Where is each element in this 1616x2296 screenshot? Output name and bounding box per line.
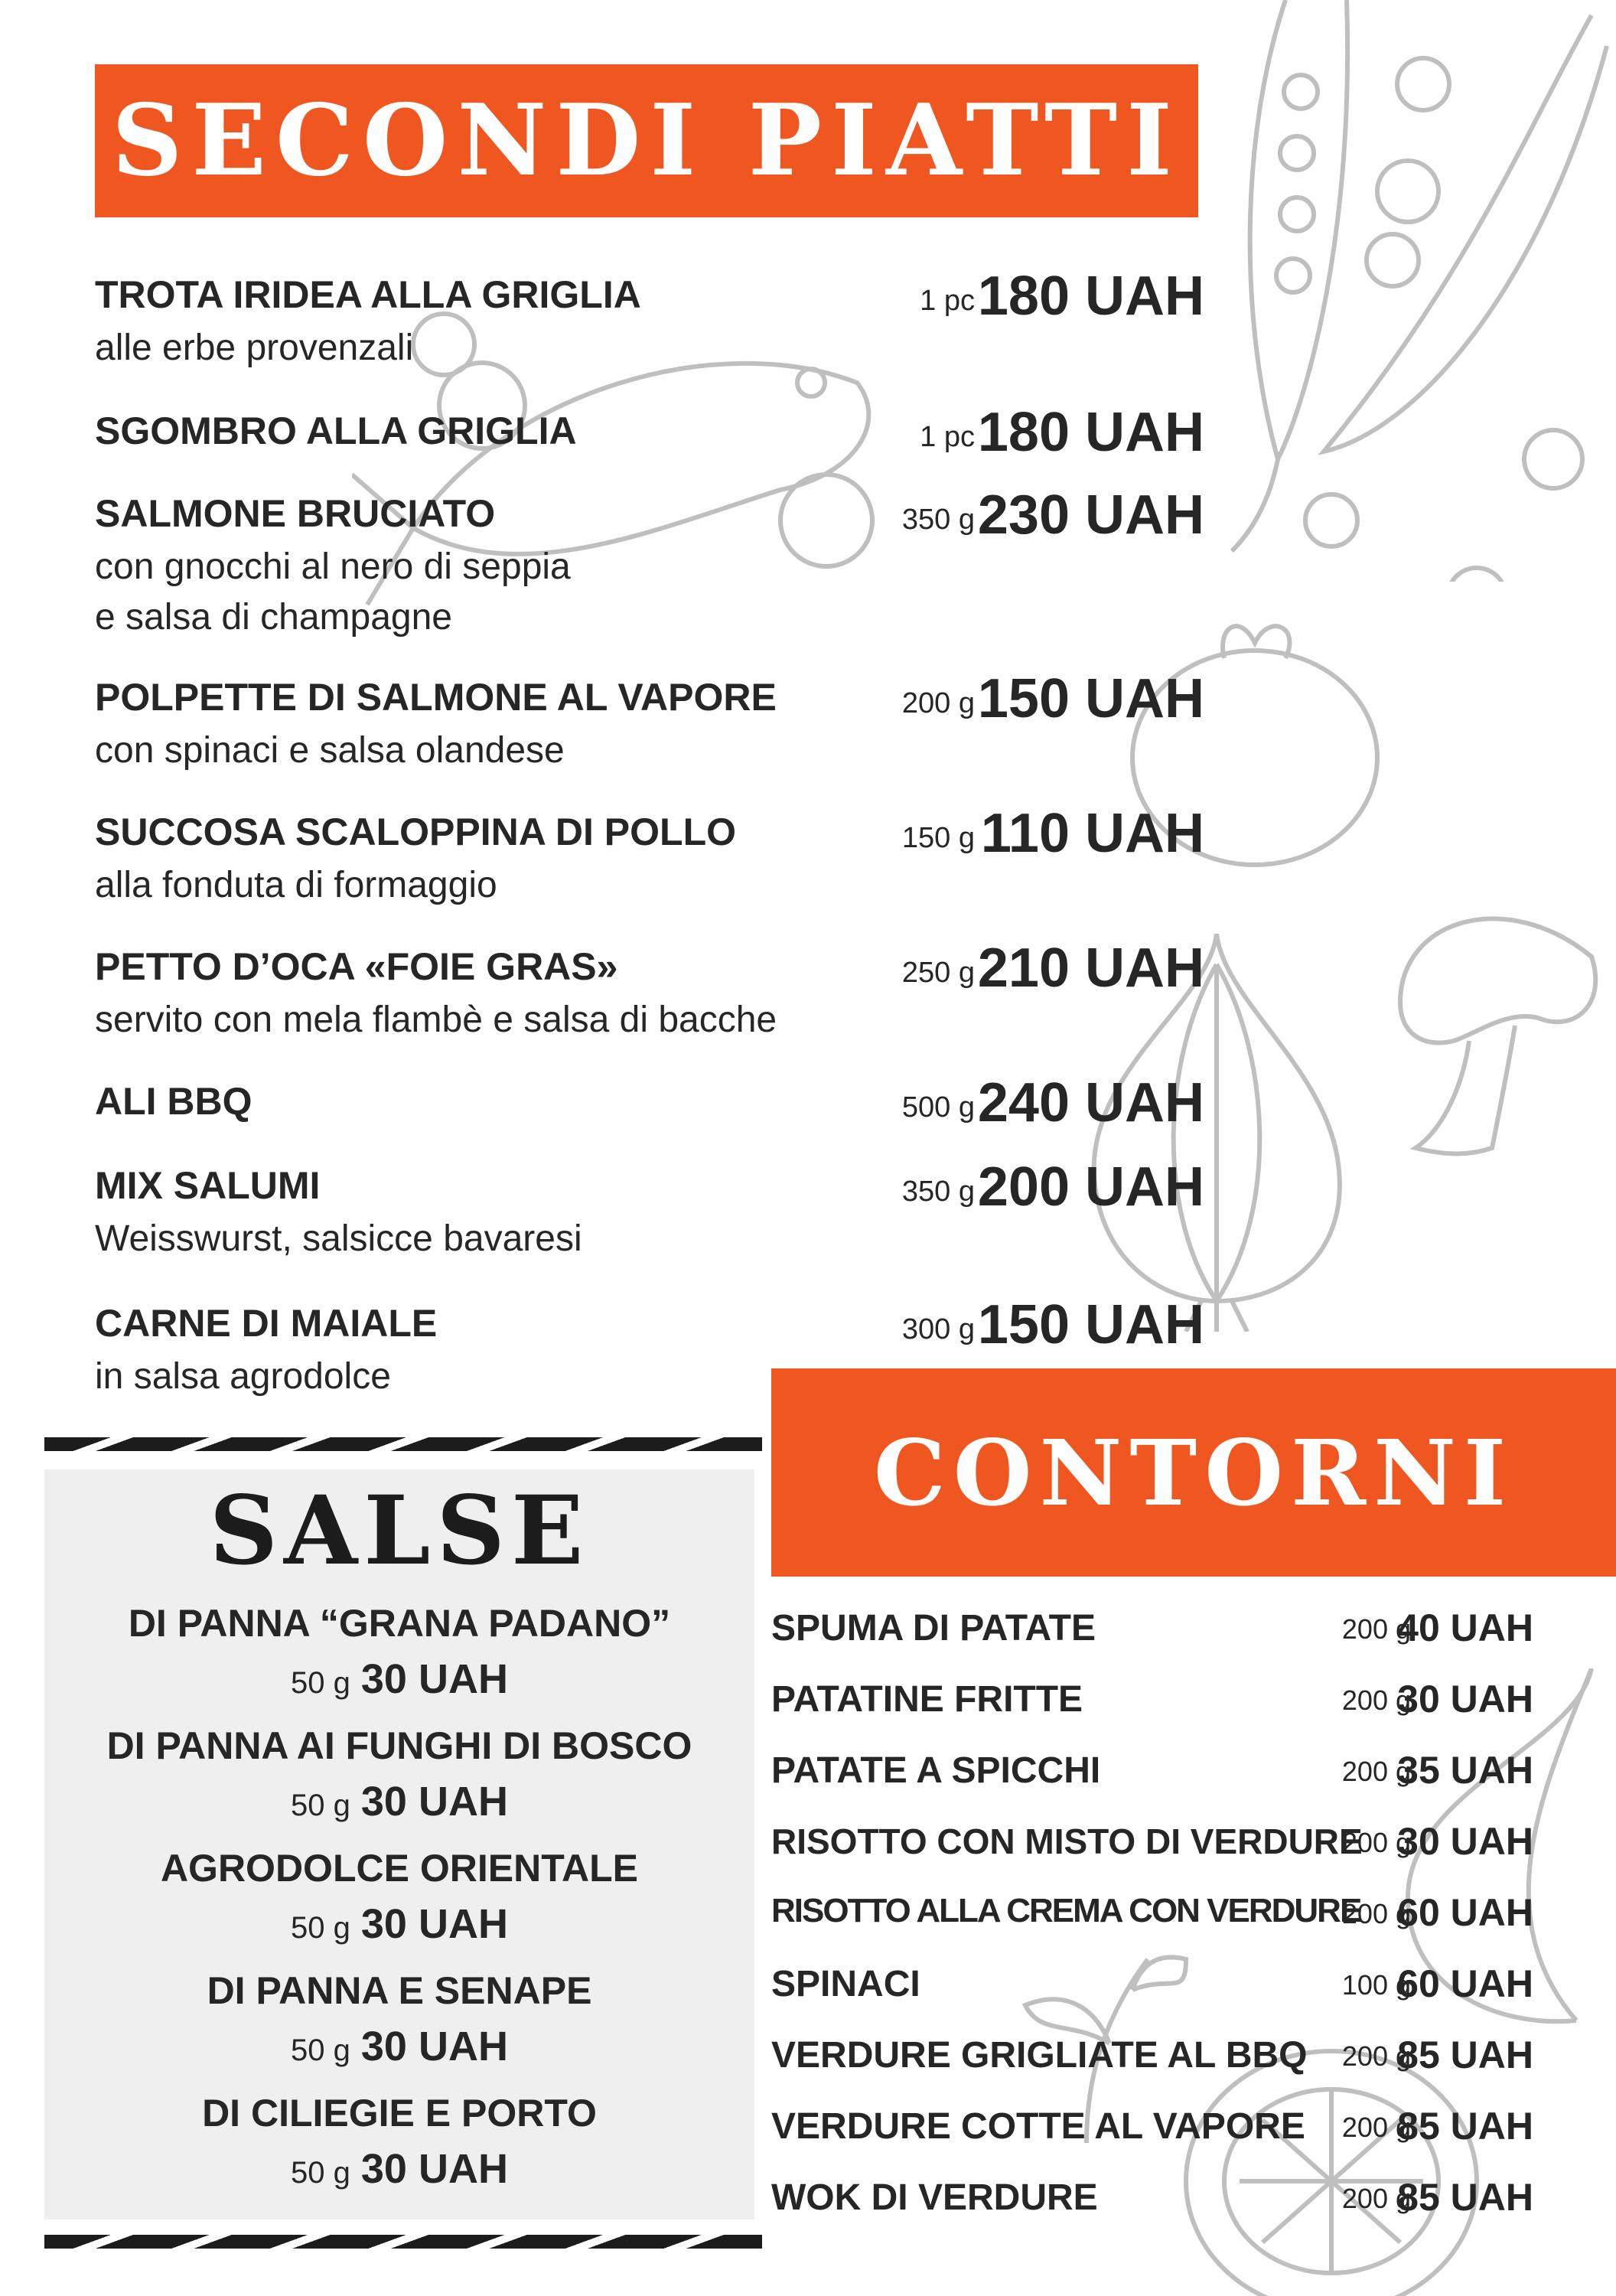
sauce-price: 30 UAH <box>360 2024 508 2069</box>
side-weight: 200 g <box>1341 2183 1411 2214</box>
side-price: 60 UAH <box>1397 1891 1533 1934</box>
sauce-weight: 50 g <box>291 1666 350 1700</box>
item-name: PETTO D’OCA «FOIE GRAS» <box>95 945 618 988</box>
item-weight: 150 g <box>901 822 975 854</box>
item-weight: 350 g <box>901 504 975 536</box>
side-price: 40 UAH <box>1397 1606 1533 1649</box>
side-weight: 100 g <box>1341 1969 1411 2001</box>
sauce-item <box>44 1841 754 1957</box>
side-weight: 200 g <box>1341 1898 1411 1929</box>
sauce-price: 30 UAH <box>360 1901 508 1947</box>
side-item <box>771 2034 1533 2095</box>
side-item <box>771 2177 1533 2238</box>
salse-title: SALSE <box>209 1476 590 1587</box>
sauce-item <box>44 1719 754 1835</box>
item-price: 150 UAH <box>977 668 1204 729</box>
side-name: PATATE A SPICCHI <box>771 1750 1101 1791</box>
item-name: MIX SALUMI <box>95 1164 321 1207</box>
sauce-price: 30 UAH <box>360 2146 508 2192</box>
sauce-item <box>44 1964 754 2079</box>
side-item <box>771 2105 1533 2167</box>
item-weight: 1 pc <box>920 285 975 317</box>
side-price: 60 UAH <box>1397 1962 1533 2005</box>
item-name: SALMONE BRUCIATO <box>95 492 496 535</box>
item-price: 200 UAH <box>977 1156 1204 1218</box>
side-name: VERDURE COTTE AL VAPORE <box>771 2106 1305 2147</box>
divider <box>44 1437 762 1451</box>
side-weight: 200 g <box>1341 2040 1411 2072</box>
side-item <box>771 1750 1533 1811</box>
side-name: VERDURE GRIGLIATE AL BBQ <box>771 2035 1308 2076</box>
item-price: 180 UAH <box>977 266 1204 327</box>
side-weight: 200 g <box>1341 1827 1411 1858</box>
sauce-name: AGRODOLCE ORIENTALE <box>160 1847 639 1890</box>
item-description: e salsa di champagne <box>95 597 452 638</box>
item-price: 240 UAH <box>977 1072 1204 1133</box>
side-price: 85 UAH <box>1397 2176 1533 2219</box>
mushroom-icon <box>1385 888 1614 1163</box>
item-description: servito con mela flambè e salsa di bacche <box>95 1000 777 1040</box>
sauce-name: DI CILIEGIE E PORTO <box>202 2092 597 2135</box>
side-price: 30 UAH <box>1397 1820 1533 1863</box>
item-price: 230 UAH <box>977 484 1204 546</box>
item-name: TROTA IRIDEA ALLA GRIGLIA <box>95 273 641 316</box>
pea-pod-icon <box>1194 0 1616 582</box>
sauce-item <box>44 2086 754 2202</box>
item-description: con spinaci e salsa olandese <box>95 730 565 771</box>
side-item <box>771 1892 1533 1953</box>
item-weight: 350 g <box>901 1176 975 1208</box>
side-price: 85 UAH <box>1397 2105 1533 2148</box>
side-item <box>771 1963 1533 2024</box>
secondi-piatti-title: SECONDI PIATTI <box>95 64 1198 217</box>
sauce-weight: 50 g <box>291 2156 350 2190</box>
sauce-name: DI PANNA E SENAPE <box>207 1969 592 2012</box>
sauce-weight: 50 g <box>291 1911 350 1945</box>
item-weight: 200 g <box>901 687 975 719</box>
sauce-name: DI PANNA “GRANA PADANO” <box>128 1602 671 1645</box>
side-price: 85 UAH <box>1397 2033 1533 2076</box>
sauce-name: DI PANNA AI FUNGHI DI BOSCO <box>106 1724 692 1767</box>
item-price: 210 UAH <box>977 938 1204 999</box>
menu-item <box>95 266 1204 368</box>
item-weight: 300 g <box>901 1313 975 1345</box>
side-name: RISOTTO ALLA CREMA CON VERDURE <box>771 1892 1361 1929</box>
side-weight: 200 g <box>1341 1684 1411 1716</box>
side-name: SPUMA DI PATATE <box>771 1608 1096 1649</box>
divider <box>44 2235 762 2249</box>
side-name: WOK DI VERDURE <box>771 2177 1098 2218</box>
menu-item <box>95 1156 1204 1259</box>
item-description: con gnocchi al nero di seppia <box>95 546 571 587</box>
item-price: 150 UAH <box>977 1294 1204 1355</box>
sauce-weight: 50 g <box>291 1789 350 1822</box>
menu-item <box>95 803 1204 905</box>
sauce-price: 30 UAH <box>360 1656 508 1702</box>
menu-item <box>95 668 1204 771</box>
contorni-title: CONTORNI <box>771 1368 1616 1577</box>
item-price: 180 UAH <box>977 402 1204 463</box>
item-name: SGOMBRO ALLA GRIGLIA <box>95 409 577 452</box>
side-item <box>771 1607 1533 1668</box>
item-description: alla fonduta di formaggio <box>95 865 497 905</box>
side-name: RISOTTO CON MISTO DI VERDURE <box>771 1821 1363 1861</box>
sauce-weight: 50 g <box>291 2033 350 2067</box>
side-name: PATATINE FRITTE <box>771 1679 1083 1720</box>
sauce-item <box>44 1596 754 1712</box>
side-weight: 200 g <box>1341 1756 1411 1787</box>
item-price: 110 UAH <box>980 803 1204 864</box>
item-weight: 1 pc <box>920 421 975 453</box>
item-name: CARNE DI MAIALE <box>95 1302 438 1345</box>
side-weight: 200 g <box>1341 1613 1411 1645</box>
item-description: in salsa agrodolce <box>95 1356 391 1397</box>
side-item <box>771 1821 1533 1882</box>
side-weight: 200 g <box>1341 2112 1411 2143</box>
item-name: ALI BBQ <box>95 1080 252 1123</box>
item-description: alle erbe provenzali <box>95 328 414 368</box>
side-price: 35 UAH <box>1397 1749 1533 1792</box>
side-name: SPINACI <box>771 1964 920 2004</box>
sauce-price: 30 UAH <box>360 1779 508 1825</box>
menu-item <box>95 938 1204 1040</box>
item-name: SUCCOSA SCALOPPINA DI POLLO <box>95 810 737 853</box>
item-description: Weisswurst, salsicce bavaresi <box>95 1218 582 1259</box>
item-weight: 500 g <box>901 1091 975 1124</box>
menu-item <box>95 484 1204 638</box>
item-weight: 250 g <box>901 957 975 989</box>
side-item <box>771 1678 1533 1740</box>
side-price: 30 UAH <box>1397 1678 1533 1720</box>
item-name: POLPETTE DI SALMONE AL VAPORE <box>95 676 777 719</box>
